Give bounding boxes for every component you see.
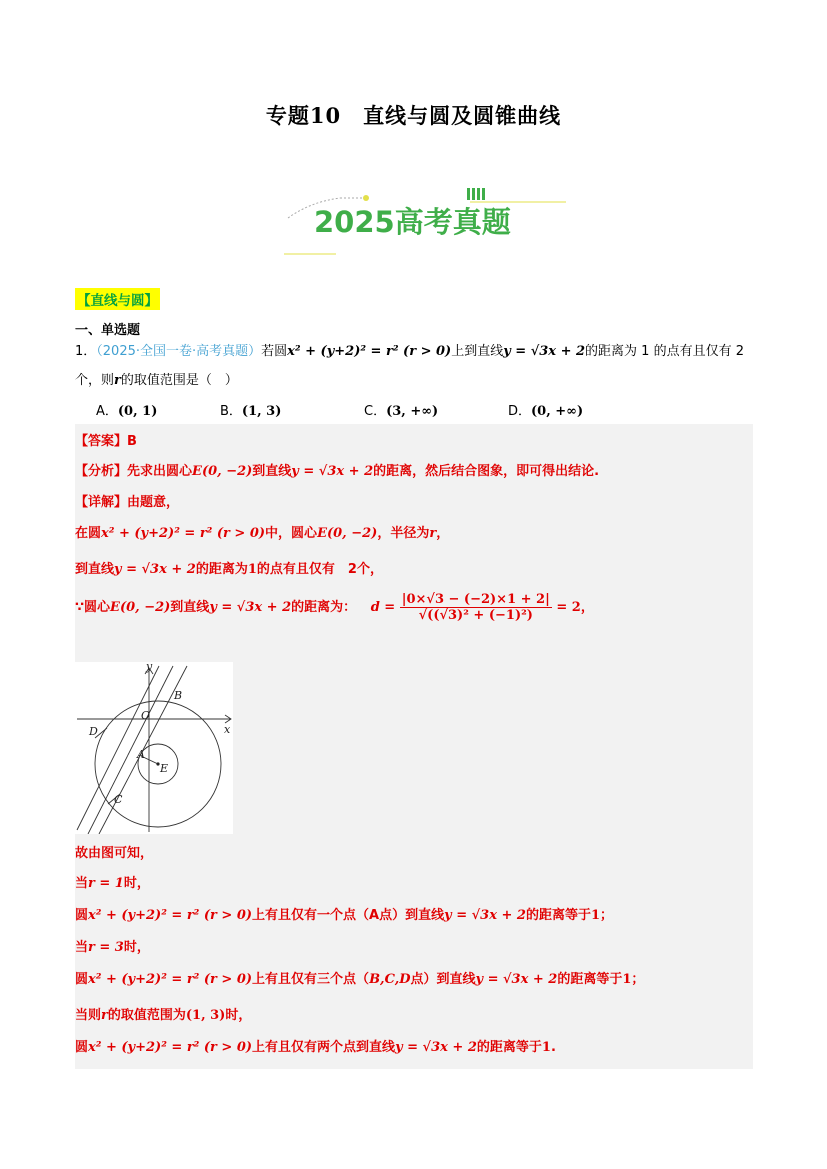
circle-line-diagram — [75, 662, 233, 834]
case-1-condition: 当r = 1时， — [75, 876, 150, 891]
banner-text: 2025高考真题 — [314, 205, 511, 239]
question-text: 的距离为 1 的点有且仅有 2 — [585, 344, 744, 359]
question-line-1 — [75, 340, 744, 359]
line-2 — [88, 666, 173, 834]
question-number: 1． — [75, 344, 97, 359]
distance-lhs: d = — [370, 600, 396, 615]
answer-value: B — [127, 434, 137, 449]
case-2-condition: 当r = 3时， — [75, 940, 150, 955]
choice-a[interactable]: A．(0, 1) — [96, 404, 158, 419]
label-a: A — [137, 748, 145, 761]
solution-step-3: ∵圆心E(0, −2)到直线y = √3x + 2的距离为： d = $\frac{|0\times√3 - (-2)\times 1 + 2|}{\text{√((√3)² + (−1)²)}}$ = 2， — [75, 592, 594, 623]
question-circle-equation: x² + (y+2)² = r² (r > 0) — [287, 344, 452, 359]
label-c: C — [114, 793, 123, 806]
analysis-line: 【分析】先求出圆心E(0, −2)到直线y = √3x + 2的距离，然后结合图象，即可得出结论. — [75, 464, 600, 479]
choice-c[interactable]: C．(3, +∞) — [364, 404, 439, 419]
label-b: B — [174, 689, 183, 702]
label-e: E — [160, 762, 169, 775]
label-d: D — [89, 725, 98, 738]
question-source: （2025·全国一卷·高考真题） — [96, 344, 262, 359]
page-title: 专题10 直线与圆及圆锥曲线 — [265, 103, 562, 128]
question-text: 若圆 — [261, 344, 288, 359]
label-y: y — [146, 662, 153, 673]
question-line-equation: y = √3x + 2 — [503, 344, 586, 359]
distance-rhs: = 2， — [556, 600, 594, 615]
solution-step-1: 在圆x² + (y+2)² = r² (r > 0)中，圆心E(0, −2)，半径为r， — [75, 526, 450, 541]
choice-b[interactable]: B．(1, 3) — [220, 404, 282, 419]
banner — [280, 182, 570, 258]
question-text: 的取值范围是（ ） — [120, 373, 238, 388]
distance-numerator: |0×√3 − (−2)×1 + 2| — [401, 592, 550, 607]
section-subheading: 一、单选题 — [75, 323, 141, 338]
geometry-figure — [75, 662, 233, 834]
answer-line: 【答案】B — [75, 434, 137, 449]
solution-step-4: 故由图可知， — [75, 846, 154, 861]
detail-line: 【详解】由题意， — [75, 495, 180, 510]
question-line-2 — [75, 369, 238, 388]
question-variable: r — [114, 373, 121, 388]
distance-fraction — [400, 592, 552, 623]
question-text: 上到直线 — [451, 344, 504, 359]
solution-step-2: 到直线y = √3x + 2的距离为1的点有且仅有 2个， — [75, 562, 383, 577]
case-1-result: 圆x² + (y+2)² = r² (r > 0)上有且仅有一个点（A点）到直线y = √3x + 2的距离等于1； — [75, 908, 614, 923]
label-o: O — [141, 709, 151, 722]
question-text: 个，则 — [75, 373, 115, 388]
case-3-condition: 当则r的取值范围为(1, 3)时， — [75, 1008, 252, 1023]
choice-d[interactable]: D．(0, +∞) — [508, 404, 584, 419]
label-x: x — [224, 723, 231, 736]
case-2-result: 圆x² + (y+2)² = r² (r > 0)上有且仅有三个点（B,C,D点）到直线y = √3x + 2的距离等于1； — [75, 972, 645, 987]
section-tag: 【直线与圆】 — [75, 288, 160, 310]
case-3-result: 圆x² + (y+2)² = r² (r > 0)上有且仅有两个点到直线y = √3x + 2的距离等于1. — [75, 1040, 556, 1055]
distance-denominator: √((√3)² + (−1)²) — [418, 608, 533, 623]
